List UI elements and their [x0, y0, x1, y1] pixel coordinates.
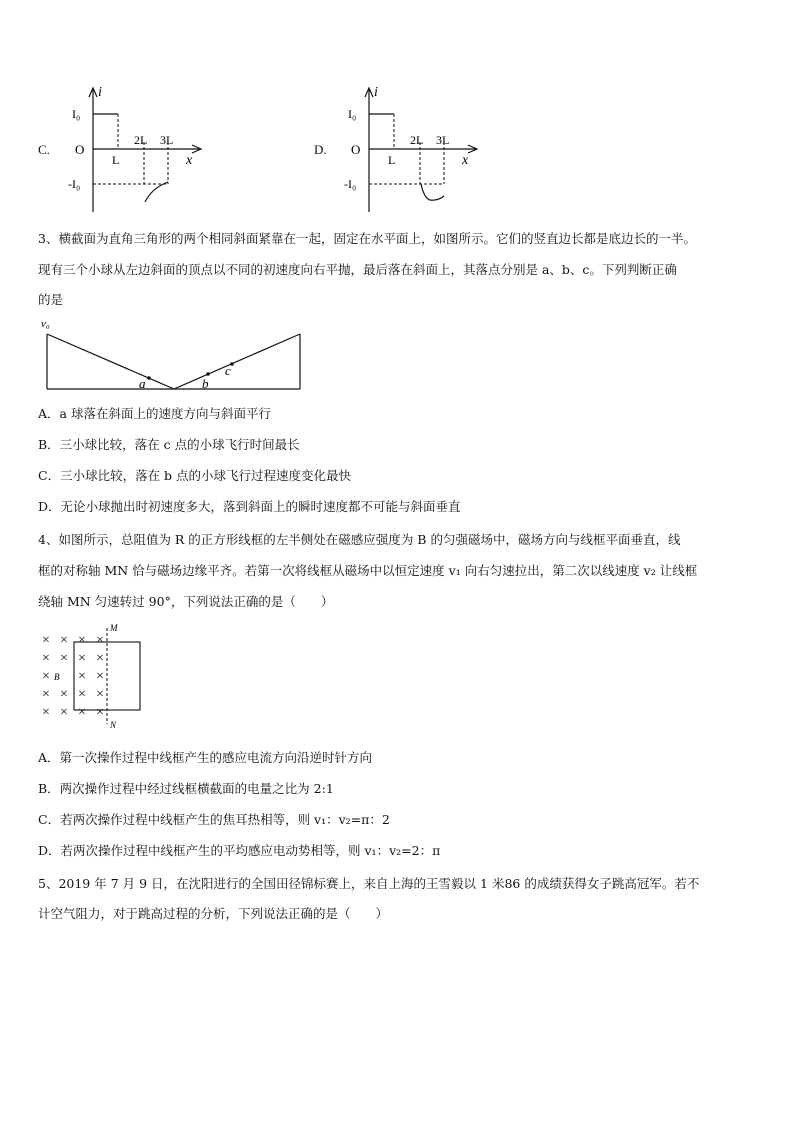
q3-stem-line-3: 的是	[38, 292, 64, 307]
q3-stem-line-2: 现有三个小球从左边斜面的顶点以不同的初速度向右平抛，最后落在斜面上，其落点分别是 a、b、c。下列判断正确	[38, 262, 677, 277]
graph-d-axis-i: i	[374, 85, 378, 100]
field-cross: ×	[60, 705, 68, 720]
field-cross: ×	[78, 669, 86, 684]
field-cross: ×	[78, 687, 86, 702]
q4-field-crosses	[42, 633, 104, 720]
graph-c	[68, 84, 208, 216]
graph-c-axis-i: i	[98, 85, 102, 100]
graph-d-option-label: D.	[314, 142, 327, 157]
q3-option-d[interactable]: D．无论小球抛出时初速度多大，落到斜面上的瞬时速度都不可能与斜面垂直	[38, 499, 461, 514]
graph-d-curve	[421, 184, 444, 200]
field-cross: ×	[42, 669, 50, 684]
graph-c-curve	[145, 182, 168, 202]
q4-label-n: N	[110, 720, 117, 730]
q4-stem-line-1: 4、如图所示，总阻值为 R 的正方形线框的左半侧处在磁感应强度为 B 的匀强磁场中，磁场方向与线框平面垂直，线	[38, 532, 681, 547]
graph-d-axis-x: x	[462, 153, 469, 168]
field-cross: ×	[60, 651, 68, 666]
field-cross: ×	[78, 633, 86, 648]
graph-d-neg-i0: -I₀	[344, 177, 357, 191]
graph-c-origin: O	[75, 142, 85, 157]
q3-stem-line-1: 3、横截面为直角三角形的两个相同斜面紧靠在一起，固定在水平面上，如图所示。它们的竖直边长都是底边长的一半。	[38, 231, 696, 246]
graph-d	[344, 84, 484, 216]
q4-option-d[interactable]: D．若两次操作过程中线框产生的平均感应电动势相等，则 v₁：v₂=2：π	[38, 843, 441, 858]
graph-c-axis-x: x	[186, 153, 193, 168]
q3-option-b[interactable]: B．三小球比较，落在 c 点的小球飞行时间最长	[38, 437, 300, 452]
graph-c-neg-i0: -I₀	[68, 177, 81, 191]
graph-c-option-label: C.	[38, 142, 50, 157]
q4-option-b[interactable]: B．两次操作过程中经过线框横截面的电量之比为 2:1	[38, 781, 334, 796]
graph-d-tick-l: L	[388, 153, 396, 167]
q3-label-a: a	[139, 376, 146, 391]
graph-d-i0: I₀	[348, 107, 357, 121]
q4-stem-line-2: 框的对称轴 MN 恰与磁场边缘平齐。若第一次将线框从磁场中以恒定速度 v₁ 向右匀速拉出，第二次以线速度 v₂ 让线框	[38, 563, 698, 578]
q4-magnetic-field-figure	[38, 622, 178, 730]
q4-option-a[interactable]: A．第一次操作过程中线框产生的感应电流方向沿逆时针方向	[38, 750, 373, 765]
field-cross: ×	[42, 651, 50, 666]
graph-c-i0: I₀	[72, 107, 81, 121]
q3-label-v0: v₀	[41, 318, 50, 330]
field-cross: ×	[42, 687, 50, 702]
field-cross: ×	[96, 651, 104, 666]
q3-point-a	[147, 376, 151, 380]
field-cross: ×	[78, 651, 86, 666]
field-cross: ×	[42, 633, 50, 648]
q3-incline-figure	[38, 314, 308, 394]
q5-stem-line-2: 计空气阻力，对于跳高过程的分析，下列说法正确的是（ ）	[38, 906, 389, 921]
field-cross: ×	[96, 687, 104, 702]
graph-d-origin: O	[351, 142, 361, 157]
field-cross: ×	[42, 705, 50, 720]
graph-d-tick-2l: 2L	[410, 133, 424, 147]
q4-label-b: B	[54, 672, 60, 682]
field-cross: ×	[96, 705, 104, 720]
q3-option-a[interactable]: A．a 球落在斜面上的速度方向与斜面平行	[38, 406, 271, 421]
graph-c-tick-2l: 2L	[134, 133, 148, 147]
q3-label-b: b	[202, 376, 209, 391]
q4-option-c[interactable]: C．若两次操作过程中线框产生的焦耳热相等，则 v₁：v₂=π：2	[38, 812, 390, 827]
graph-c-tick-l: L	[112, 153, 120, 167]
field-cross: ×	[96, 633, 104, 648]
q5-stem-line-1: 5、2019 年 7 月 9 日，在沈阳进行的全国田径锦标赛上，来自上海的王雪毅以 1 米86 的成绩获得女子跳高冠军。若不	[38, 876, 700, 891]
graph-c-tick-3l: 3L	[160, 133, 174, 147]
field-cross: ×	[60, 687, 68, 702]
field-cross: ×	[60, 633, 68, 648]
q3-option-c[interactable]: C．三小球比较，落在 b 点的小球飞行过程速度变化最快	[38, 468, 352, 483]
q3-label-c: c	[225, 363, 231, 378]
q4-stem-line-3: 绕轴 MN 匀速转过 90°，下列说法正确的是（ ）	[38, 594, 334, 609]
field-cross: ×	[78, 705, 86, 720]
q4-label-m: M	[110, 623, 118, 633]
field-cross: ×	[96, 669, 104, 684]
graph-d-tick-3l: 3L	[436, 133, 450, 147]
